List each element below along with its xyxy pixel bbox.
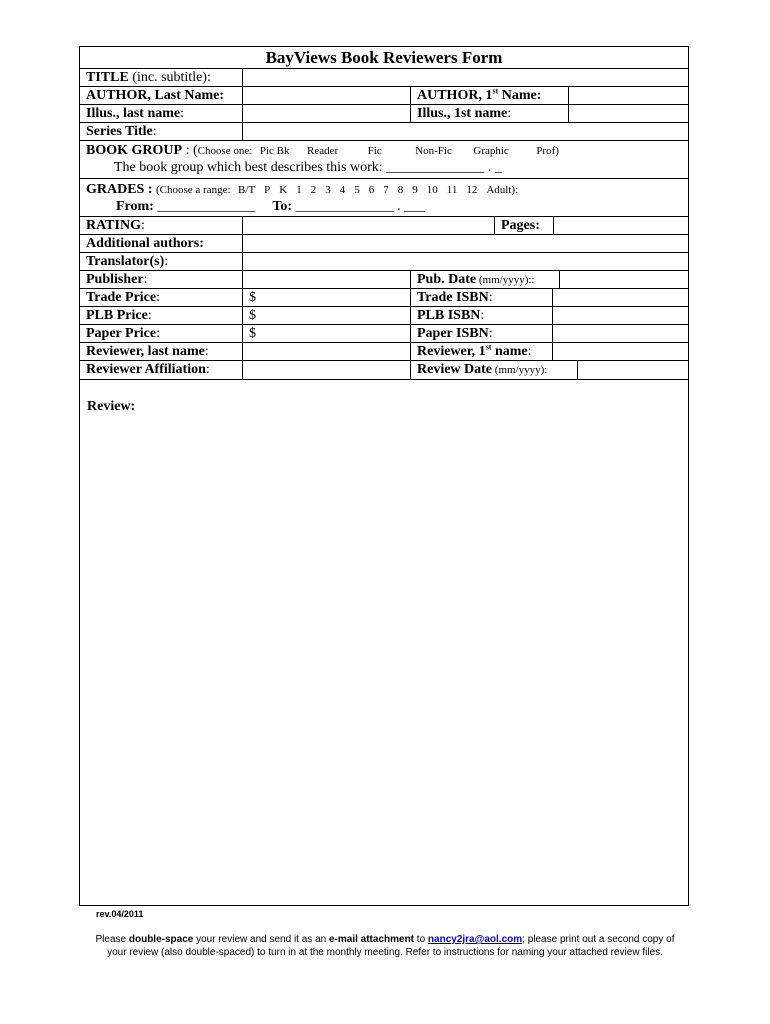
grades-row bbox=[80, 179, 688, 217]
grade-option-4[interactable]: 4 bbox=[339, 184, 346, 196]
author-last-label: AUTHOR, Last Name: bbox=[86, 88, 225, 103]
rating-row bbox=[80, 217, 688, 235]
paper-price-field[interactable]: $ bbox=[242, 325, 410, 342]
footer-line-2: your review (also double-spaced) to turn in at the monthly meeting. Refer to instructions for naming your attached review files. bbox=[107, 947, 663, 958]
reviewer-last-label: Reviewer, last name: bbox=[86, 344, 209, 359]
illus-last-field[interactable] bbox=[242, 105, 410, 122]
series-title-label: Series Title: bbox=[86, 124, 157, 139]
plb-row bbox=[80, 307, 688, 325]
revision-label: rev.04/2011 bbox=[96, 909, 144, 919]
review-date-label: Review Date (mm/yyyy): bbox=[410, 361, 577, 379]
book-group-option-graphic[interactable]: Graphic bbox=[473, 145, 509, 157]
grade-option-1[interactable]: 1 bbox=[296, 184, 302, 196]
plb-isbn-label: PLB ISBN: bbox=[410, 307, 552, 324]
review-text-area[interactable] bbox=[80, 381, 688, 905]
form-title: BayViews Book Reviewers Form bbox=[265, 48, 503, 67]
plb-price-field[interactable]: $ bbox=[242, 307, 410, 324]
trade-isbn-field[interactable] bbox=[552, 289, 688, 306]
translators-row bbox=[80, 253, 688, 271]
illus-first-label: Illus., 1st name: bbox=[410, 105, 568, 122]
rating-field[interactable] bbox=[242, 217, 494, 234]
grade-option-k[interactable]: K bbox=[279, 184, 288, 196]
reviewer-form bbox=[79, 46, 689, 906]
paper-price-label: Paper Price: bbox=[86, 326, 160, 341]
pub-date-field[interactable] bbox=[559, 271, 688, 288]
plb-price-label: PLB Price: bbox=[86, 308, 152, 323]
book-group-describe: The book group which best describes this work: ______________ . _ bbox=[114, 160, 502, 175]
grades-options bbox=[234, 182, 511, 197]
translators-label: Translator(s): bbox=[86, 254, 169, 269]
to-blank[interactable]: ______________ . ___ bbox=[295, 199, 426, 214]
additional-authors-row bbox=[80, 235, 688, 253]
publisher-field[interactable] bbox=[242, 271, 410, 288]
author-first-label: AUTHOR, 1st Name: bbox=[410, 87, 568, 104]
book-group-label: BOOK GROUP bbox=[86, 143, 183, 158]
reviewer-first-label: Reviewer, 1st name: bbox=[410, 343, 552, 360]
footer-instructions: Please double-space your review and send it as an e-mail attachment to nancy2jra@aol.com; please print out a second copy of your review (also double-spaced) to turn in at the monthly meeting. Refer to instructions for naming your attached review files. bbox=[95, 934, 675, 958]
illus-first-field[interactable] bbox=[568, 105, 688, 122]
pub-date-label: Pub. Date (mm/yyyy):: bbox=[410, 271, 559, 288]
translators-field[interactable] bbox=[242, 253, 688, 270]
affiliation-row bbox=[80, 361, 688, 380]
grade-option-adult[interactable]: Adult bbox=[486, 184, 512, 196]
reviewer-last-field[interactable] bbox=[242, 343, 410, 360]
grade-option-5[interactable]: 5 bbox=[354, 184, 360, 196]
grades-line: GRADES : (Choose a range: B/T P K 1 2 3 4 5 6 7 8 9 10 11 12 Adult): bbox=[86, 182, 519, 197]
title-row bbox=[80, 69, 688, 87]
rating-label: RATING: bbox=[86, 218, 145, 233]
from-label: From: bbox=[116, 199, 154, 214]
grade-option-3[interactable]: 3 bbox=[325, 184, 331, 196]
grade-option-9[interactable]: 9 bbox=[412, 184, 418, 196]
book-group-row bbox=[80, 141, 688, 179]
book-group-option-prof[interactable]: Prof bbox=[536, 145, 556, 157]
series-row bbox=[80, 123, 688, 141]
review-date-field[interactable] bbox=[577, 361, 688, 379]
reviewer-row bbox=[80, 343, 688, 361]
grade-option-6[interactable]: 6 bbox=[368, 184, 375, 196]
paper-isbn-label: Paper ISBN: bbox=[410, 325, 552, 342]
to-label: To: bbox=[272, 199, 293, 214]
email-link[interactable]: nancy2jra@aol.com bbox=[427, 934, 523, 945]
grade-option-10[interactable]: 10 bbox=[426, 184, 438, 196]
grade-option-p[interactable]: P bbox=[264, 184, 271, 196]
publisher-label: Publisher: bbox=[86, 272, 148, 287]
from-blank[interactable]: ______________ bbox=[157, 199, 256, 214]
title-field[interactable] bbox=[242, 69, 688, 86]
trade-isbn-label: Trade ISBN: bbox=[410, 289, 552, 306]
grade-option-8[interactable]: 8 bbox=[397, 184, 404, 196]
form-title-row bbox=[80, 47, 688, 69]
book-group-blank[interactable]: ______________ . _ bbox=[386, 160, 502, 175]
author-row bbox=[80, 87, 688, 105]
grades-range-line bbox=[110, 198, 688, 215]
book-group-option-pic-bk[interactable]: Pic Bk bbox=[259, 145, 290, 157]
grade-option-2[interactable]: 2 bbox=[310, 184, 317, 196]
grade-option-7[interactable]: 7 bbox=[383, 184, 389, 196]
book-group-option-reader[interactable]: Reader bbox=[306, 145, 339, 157]
plb-isbn-field[interactable] bbox=[552, 307, 688, 324]
paper-isbn-field[interactable] bbox=[552, 325, 688, 342]
title-label: TITLE (inc. subtitle): bbox=[86, 70, 211, 85]
reviewer-first-field[interactable] bbox=[552, 343, 688, 360]
grades-label: GRADES : bbox=[86, 182, 153, 197]
book-group-line: BOOK GROUP : (Choose one: Pic Bk Reader Fic Non-Fic Graphic Prof) bbox=[86, 143, 559, 158]
review-label: Review: bbox=[87, 399, 136, 414]
trade-price-field[interactable]: $ bbox=[242, 289, 410, 306]
reviewer-affiliation-label: Reviewer Affiliation: bbox=[86, 362, 210, 377]
trade-row bbox=[80, 289, 688, 307]
additional-authors-label: Additional authors: bbox=[86, 236, 204, 251]
author-first-field[interactable] bbox=[568, 87, 688, 104]
author-last-field[interactable] bbox=[242, 87, 410, 104]
book-group-option-fic[interactable]: Fic bbox=[367, 145, 382, 157]
pages-field[interactable] bbox=[553, 217, 688, 234]
grade-option-12[interactable]: 12 bbox=[466, 184, 478, 196]
illus-last-label: Illus., last name: bbox=[86, 106, 185, 121]
trade-price-label: Trade Price: bbox=[86, 290, 160, 305]
paper-row bbox=[80, 325, 688, 343]
grade-option-b-t[interactable]: B/T bbox=[238, 184, 256, 196]
pages-label: Pages: bbox=[494, 217, 553, 234]
publisher-row bbox=[80, 271, 688, 289]
illus-row bbox=[80, 105, 688, 123]
reviewer-affiliation-field[interactable] bbox=[242, 361, 410, 379]
series-title-field[interactable] bbox=[242, 123, 688, 140]
additional-authors-field[interactable] bbox=[242, 235, 688, 252]
grade-option-11[interactable]: 11 bbox=[446, 184, 458, 196]
book-group-option-non-fic[interactable]: Non-Fic bbox=[415, 145, 452, 157]
